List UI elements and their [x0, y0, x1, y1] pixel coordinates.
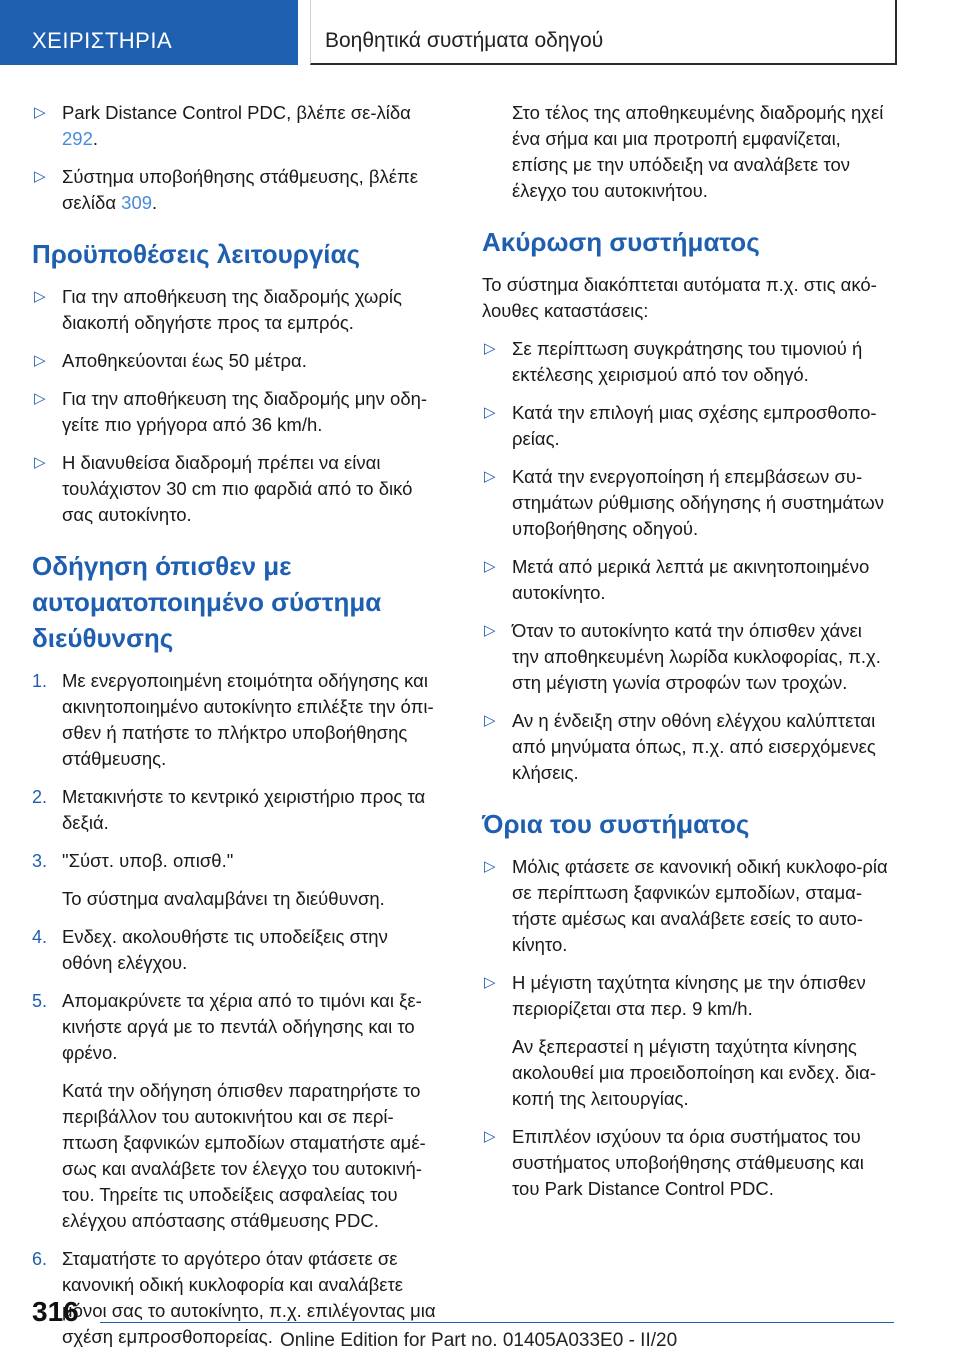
step-number: 5.: [32, 991, 48, 1011]
step-number: 4.: [32, 927, 48, 947]
edition-footer: Online Edition for Part no. 01405A033E0 - II/20: [280, 1330, 678, 1351]
step-note: Κατά την οδήγηση όπισθεν παρατηρήστε το περιβάλλον του αυτοκινήτου και σε περί‐πτωση ξαφνικών εμποδίων σταματήστε αμέ‐σως και αναλάβετε τον έλεγχο του αυτοκινή‐του. Τηρείτε τις υποδείξεις ασφαλείας του ελέγχου απόστασης στάθμευσης PDC.: [62, 1080, 426, 1231]
chapter-title: Βοηθητικά συστήματα οδηγού: [325, 29, 604, 52]
triangle-bullet-icon: ▷: [34, 454, 46, 471]
list-item: ▷ Αν η ένδειξη στην οθόνη ελέγχου καλύπτεται από μηνύματα όπως, π.χ. από εισερχόμενες κλήσεις.: [484, 710, 876, 783]
step-item: 1. Με ενεργοποιημένη ετοιμότητα οδήγησης και ακινητοποιημένο αυτοκίνητο επιλέξτε την όπι‐σθεν ή πατήστε το πλήκτρο υποβοήθησης στάθμευσης.: [32, 670, 434, 769]
list-item: ▷ Αποθηκεύονται έως 50 μέτρα.: [32, 348, 442, 374]
triangle-bullet-icon: ▷: [484, 1128, 496, 1145]
triangle-bullet-icon: ▷: [484, 340, 496, 357]
section-title: ΧΕΙΡΙΣΤΗΡΙΑ: [32, 28, 173, 53]
list-item: ▷ Park Distance Control PDC, βλέπε σε‐λίδα 292.: [34, 102, 411, 149]
page-link[interactable]: 292: [62, 128, 93, 149]
triangle-bullet-icon: ▷: [484, 974, 496, 991]
step-number: 1.: [32, 671, 48, 691]
list-item: ▷ Επιπλέον ισχύουν τα όρια συστήματος του συστήματος υποβοήθησης στάθμευσης και του Park Distance Control PDC.: [484, 1126, 864, 1199]
triangle-bullet-icon: ▷: [484, 558, 496, 575]
section-heading: Όρια του συστήματος: [482, 809, 750, 839]
triangle-bullet-icon: ▷: [34, 390, 46, 407]
triangle-bullet-icon: ▷: [484, 404, 496, 421]
footer-divider: [100, 1322, 894, 1323]
section-heading: Ακύρωση συστήματος: [482, 227, 760, 257]
triangle-bullet-icon: ▷: [34, 352, 46, 369]
step-item: 5. Απομακρύνετε τα χέρια από το τιμόνι και ξε‐κινήστε αργά με το πεντάλ οδήγησης και το φρένο.: [32, 990, 422, 1063]
body-text: Στο τέλος της αποθηκευμένης διαδρομής ηχεί ένα σήμα και μια προτροπή εμφανίζεται, επίσης με την υπόδειξη να αναλάβετε τον έλεγχο του αυτοκινήτου.: [512, 102, 884, 201]
list-item: ▷ Όταν το αυτοκίνητο κατά την όπισθεν χάνει την αποθηκευμένη λωρίδα κυκλοφορίας, π.χ. στη μέγιστη γωνία στροφών των τροχών.: [484, 620, 881, 693]
step-item: 2. Μετακινήστε το κεντρικό χειριστήριο προς τα δεξιά.: [32, 786, 426, 833]
step-item: 4. Ενδεχ. ακολουθήστε τις υποδείξεις στην οθόνη ελέγχου.: [32, 926, 388, 973]
list-item: ▷ Η διανυθείσα διαδρομή πρέπει να είναι τουλάχιστον 30 cm πιο φαρδιά από το δικό σας αυτοκίνητο.: [34, 452, 413, 525]
triangle-bullet-icon: ▷: [34, 168, 46, 185]
step-number: 3.: [32, 851, 48, 871]
step-item: 6. Σταματήστε το αργότερο όταν φτάσετε σε κανονική οδική κυκλοφορία και αναλάβετε μόνοι σας το αυτοκίνητο, π.χ. επιλέγοντας μια σχέση εμπροσθοπορείας.: [32, 1248, 436, 1347]
list-item: ▷ Για την αποθήκευση της διαδρομής χωρίς διακοπή οδηγήστε προς τα εμπρός.: [34, 286, 402, 333]
section-heading: Προϋποθέσεις λειτουργίας: [32, 239, 361, 269]
triangle-bullet-icon: ▷: [34, 288, 46, 305]
right-column: [482, 100, 892, 1214]
list-item: ▷ Κατά την ενεργοποίηση ή επεμβάσεων συ‐στημάτων ρύθμισης οδήγησης ή συστημάτων υποβοήθησης οδηγού.: [484, 466, 884, 539]
section-tab: [0, 0, 298, 65]
step-number: 2.: [32, 787, 48, 807]
list-item: ▷ Μόλις φτάσετε σε κανονική οδική κυκλοφο‐ρία σε περίπτωση ξαφνικών εμποδίων, σταμα‐τήστε αμέσως και αναλάβετε εσείς το αυτο‐κίνητο.: [484, 856, 888, 955]
left-column: [32, 100, 442, 1362]
page-link[interactable]: 309: [121, 192, 153, 213]
list-item: ▷ Η μέγιστη ταχύτητα κίνησης με την όπισθεν περιορίζεται στα περ. 9 km/h.: [484, 972, 866, 1019]
page-number: 316: [32, 1296, 79, 1327]
triangle-bullet-icon: ▷: [484, 468, 496, 485]
triangle-bullet-icon: ▷: [34, 104, 46, 121]
triangle-bullet-icon: ▷: [484, 712, 496, 729]
body-text: Το σύστημα διακόπτεται αυτόματα π.χ. στις ακό‐λουθες καταστάσεις:: [482, 274, 877, 321]
list-item: ▷ Μετά από μερικά λεπτά με ακινητοποιημένο αυτοκίνητο.: [484, 556, 870, 603]
list-item: ▷ Σε περίπτωση συγκράτησης του τιμονιού ή εκτέλεσης χειρισμού από τον οδηγό.: [484, 338, 863, 385]
step-note: Το σύστημα αναλαμβάνει τη διεύθυνση.: [62, 888, 385, 909]
list-item: ▷ Σύστημα υποβοήθησης στάθμευσης, βλέπε σελίδα 309.: [34, 166, 419, 213]
triangle-bullet-icon: ▷: [484, 622, 496, 639]
section-heading: Οδήγηση όπισθεν με αυτοματοποιημένο σύστημα διεύθυνσης: [32, 551, 382, 653]
body-text: Αν ξεπεραστεί η μέγιστη ταχύτητα κίνησης ακολουθεί μια προειδοποίηση και ενδεχ. δια‐κοπή της λειτουργίας.: [512, 1036, 876, 1109]
chapter-header: [310, 0, 897, 65]
list-item: ▷ Κατά την επιλογή μιας σχέσης εμπροσθοπο‐ρείας.: [484, 402, 877, 449]
triangle-bullet-icon: ▷: [484, 858, 496, 875]
step-item: 3. "Σύστ. υποβ. οπισθ.": [32, 848, 442, 874]
step-number: 6.: [32, 1249, 48, 1269]
list-item: ▷ Για την αποθήκευση της διαδρομής μην οδη‐γείτε πιο γρήγορα από 36 km/h.: [34, 388, 428, 435]
